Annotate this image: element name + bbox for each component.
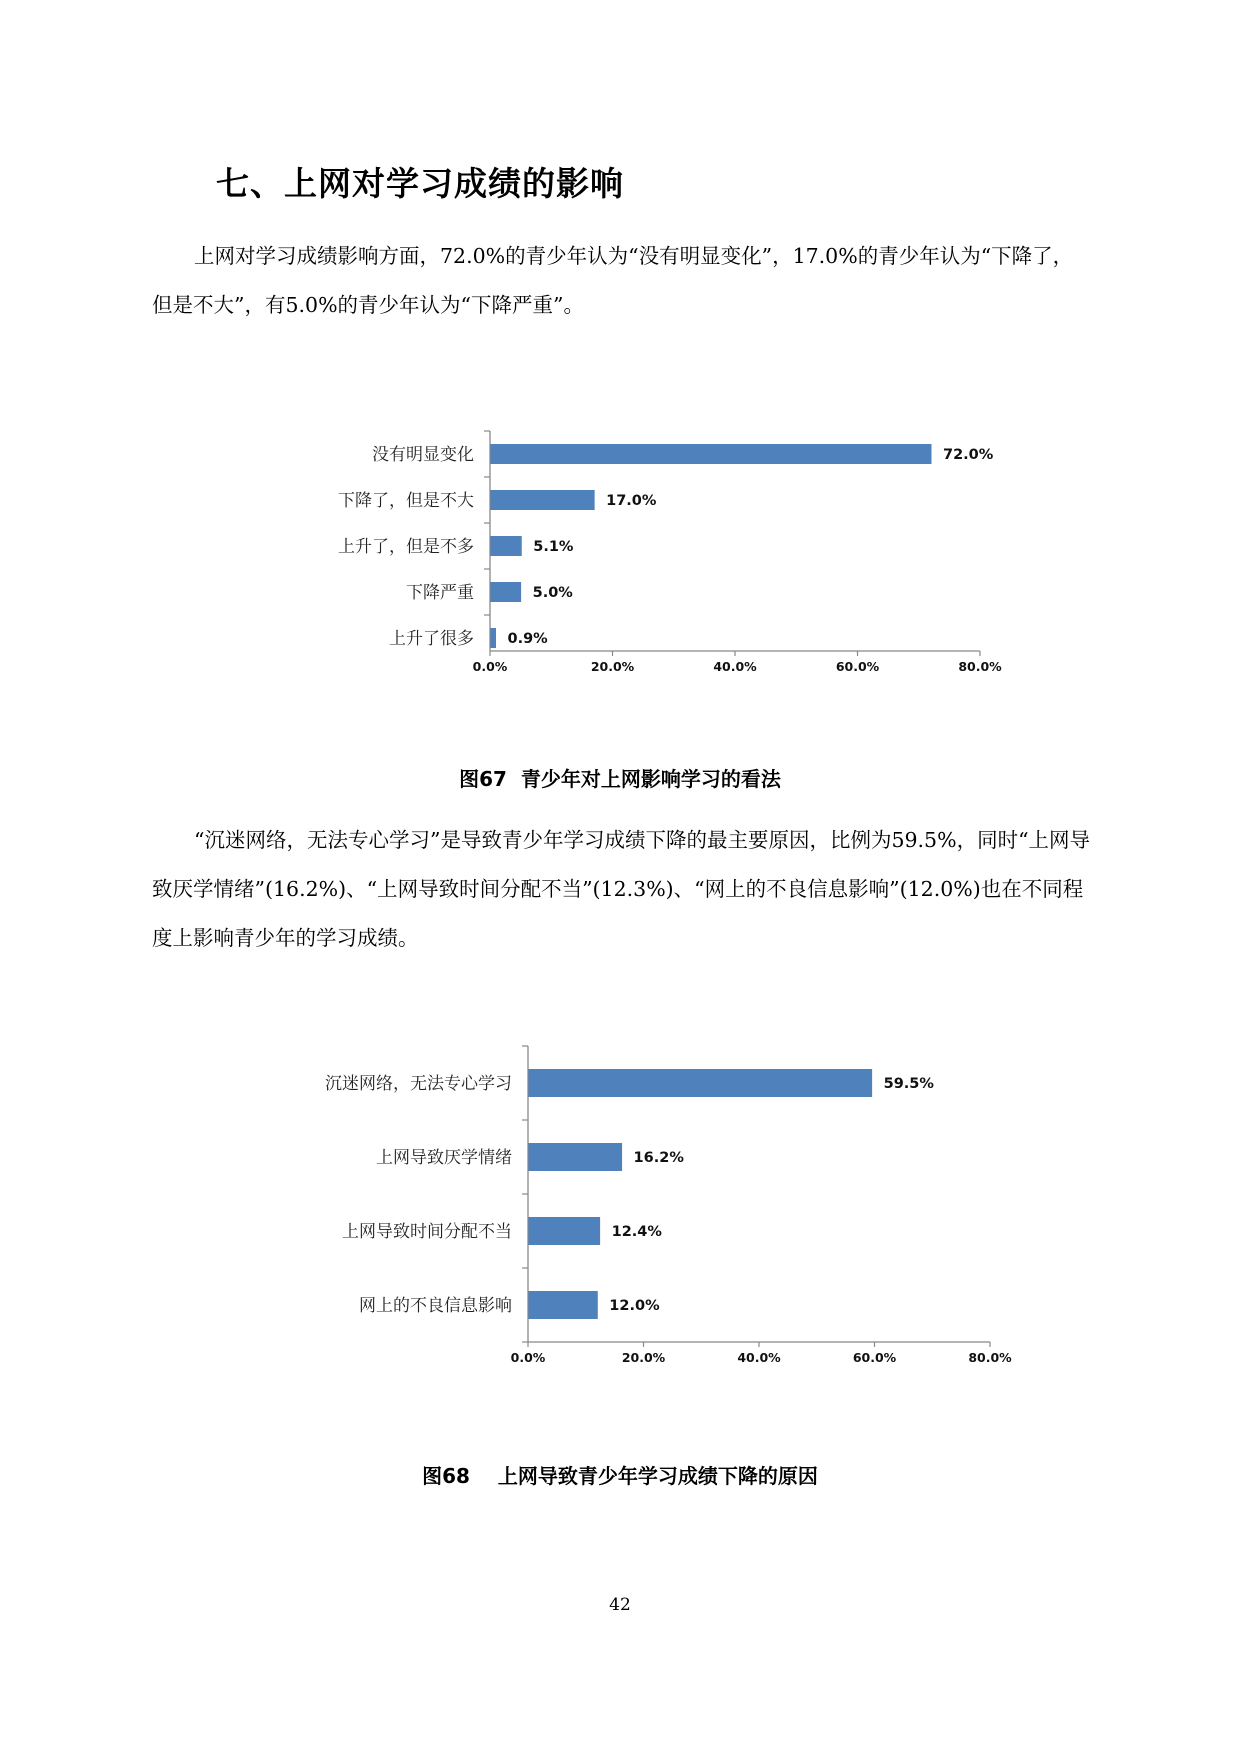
bar (529, 1143, 623, 1171)
bar (529, 1069, 873, 1097)
reason-label: 网上的不良信息影响 (359, 1296, 512, 1316)
figure-67-title: 青少年对上网影响学习的看法 (520, 767, 781, 791)
page-number: 42 (609, 1595, 631, 1615)
bar (529, 1291, 598, 1319)
reason-label: 沉迷网络，无法专心学习 (325, 1074, 512, 1094)
data-label: 59.5% (883, 1076, 934, 1092)
data-label: 17.0% (606, 493, 657, 509)
figure-68-caption (0, 1460, 1240, 1489)
reason-label: 上网导致厌学情绪 (376, 1148, 512, 1168)
bar (491, 536, 522, 556)
data-label: 72.0% (943, 447, 994, 463)
x-tick-label: 60.0% (852, 1350, 897, 1365)
reason-label: 上网导致时间分配不当 (342, 1222, 512, 1242)
data-label: 5.1% (533, 539, 574, 555)
chart-67-svg (0, 395, 1240, 695)
bar (529, 1217, 601, 1245)
category-label: 上升了很多 (389, 629, 474, 649)
figure-67-number: 图67 (459, 767, 507, 791)
x-tick-label: 40.0% (737, 1350, 781, 1365)
category-label: 下降了，但是不大 (338, 491, 474, 511)
x-tick-label: 60.0% (835, 659, 880, 674)
chart-figure-68 (0, 1040, 1240, 1380)
chart-68-svg (0, 1040, 1240, 1380)
bar (491, 444, 932, 464)
paragraph-internet-effect-on-grades: 上网对学习成绩影响方面，72.0%的青少年认为“没有明显变化”，17.0%的青少年认为“下降了，但是不大”，有5.0%的青少年认为“下降严重”。 (152, 244, 1074, 317)
category-label: 上升了，但是不多 (338, 537, 474, 557)
x-tick-label: 20.0% (621, 1350, 666, 1365)
chart-figure-67 (0, 395, 1240, 695)
data-label: 5.0% (532, 585, 573, 601)
data-label: 0.9% (507, 631, 548, 647)
x-tick-label: 40.0% (713, 659, 757, 674)
category-label: 没有明显变化 (372, 445, 474, 465)
x-tick-label: 80.0% (958, 659, 1002, 674)
x-tick-label: 0.0% (472, 659, 508, 674)
paragraph-reasons-for-decline: “沉迷网络，无法专心学习”是导致青少年学习成绩下降的最主要原因，比例为59.5%，同时“上网导致厌学情绪”(16.2%)、“上网导致时间分配不当”(12.3%)、“网上的不良信息影响”(12.0%)也在不同程度上影响青少年的学习成绩。 (152, 828, 1091, 950)
bar (491, 582, 522, 602)
x-tick-label: 20.0% (590, 659, 635, 674)
data-label: 12.0% (609, 1298, 660, 1314)
figure-68-number: 图68 (422, 1464, 470, 1488)
category-label: 下降严重 (406, 583, 474, 603)
section-title: 七、上网对学习成绩的影响 (216, 164, 624, 203)
bar (491, 490, 595, 510)
figure-68-title: 上网导致青少年学习成绩下降的原因 (497, 1464, 818, 1488)
x-tick-label: 80.0% (968, 1350, 1012, 1365)
data-label: 16.2% (633, 1150, 684, 1166)
figure-67-caption (0, 763, 1240, 792)
x-tick-label: 0.0% (510, 1350, 546, 1365)
data-label: 12.4% (611, 1224, 662, 1240)
bar (491, 628, 497, 648)
